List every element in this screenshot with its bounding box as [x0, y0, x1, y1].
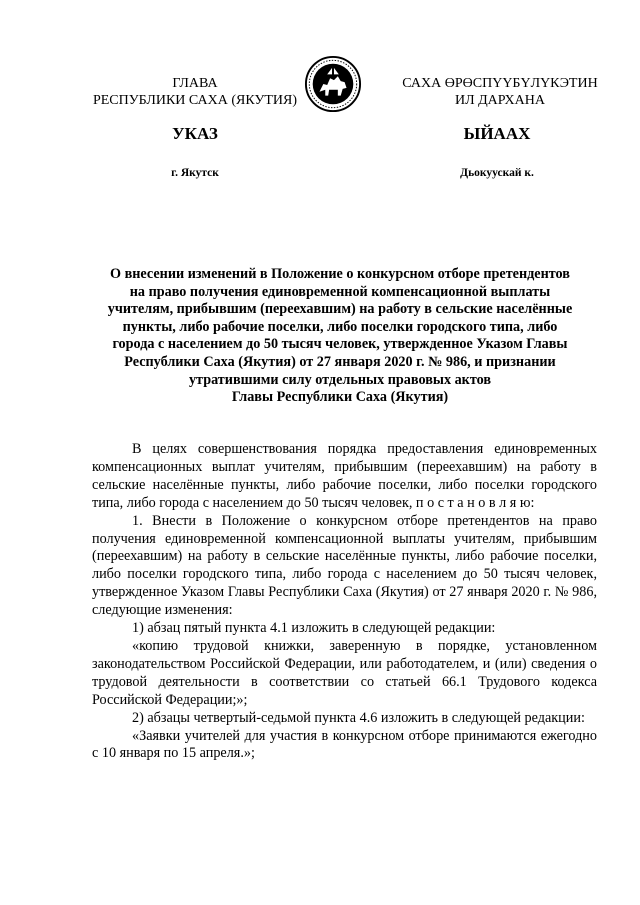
- coat-of-arms-icon: [304, 55, 362, 113]
- doc-type-sakha: ЫЙААХ: [463, 124, 531, 143]
- header-right-line2: ИЛ ДАРХАНА: [454, 93, 545, 108]
- header-left-line1: ГЛАВА: [172, 76, 218, 91]
- city-ru: г. Якутск: [171, 167, 219, 179]
- header-right-line1: САХА ӨРӨСПҮҮБҮЛҮКЭТИН: [402, 76, 598, 91]
- decree-body: [92, 441, 597, 763]
- title-line: О внесении изменений в Положение о конкурсном отборе претендентов: [110, 266, 570, 282]
- body-paragraph: «копию трудовой книжки, заверенную в порядке, установленном законодательством Российской Федерации, или работодателем, и (или) сведения о трудовой деятельности в соответствии со статьей 66.1 Трудового кодекса Российской Федерации;»;: [92, 637, 597, 708]
- title-line: пункты, либо рабочие поселки, либо поселки городского типа, либо: [122, 318, 558, 335]
- city-sakha: Дьокуускай к.: [460, 167, 534, 179]
- body-paragraph: 1) абзац пятый пункта 4.1 изложить в следующей редакции:: [132, 620, 496, 637]
- title-line: Республики Саха (Якутия) от 27 января 2020 г. № 986, и признании: [124, 353, 556, 370]
- title-line: утратившими силу отдельных правовых актов: [188, 371, 492, 388]
- title-line: на право получения единовременной компенсационной выплаты: [129, 283, 551, 300]
- body-paragraph: 2) абзацы четвертый-седьмой пункта 4.6 изложить в следующей редакции:: [132, 709, 585, 726]
- header-left: [90, 75, 300, 109]
- title-line: Главы Республики Саха (Якутия): [231, 389, 449, 406]
- body-paragraph: «Заявки учителей для участия в конкурсном отборе принимаются ежегодно с 10 января по 15 апреля.»;: [92, 727, 597, 762]
- title-line: учителям, прибывшим (переехавшим) на работу в сельские населённые: [107, 301, 573, 318]
- header-left-line2: РЕСПУБЛИКИ САХА (ЯКУТИЯ): [92, 93, 298, 108]
- doc-type-ru: УКАЗ: [172, 124, 218, 143]
- header-right: [395, 75, 605, 109]
- body-paragraph: 1. Внести в Положение о конкурсном отборе претендентов на право получения единовременной компенсационной выплаты учителям, прибывшим (переехавшим) на работу в сельские населённые пункты, либо рабочие поселки, либо поселки городского типа, либо города с населением до 50 тысяч человек, утвержденное Указом Главы Республики Саха (Якутия) от 27 января 2020 г. № 986, следующие изменения:: [92, 512, 597, 619]
- decree-title: [90, 266, 590, 407]
- title-line: города с населением до 50 тысяч человек, утвержденное Указом Главы: [112, 336, 568, 353]
- body-paragraph: В целях совершенствования порядка предоставления единовременных компенсационных выплат учителям, прибывшим (переехавшим) на работу в сельские населённые пункты, либо рабочие поселки, либо поселки городского типа, либо города с населением до 50 тысяч человек, п о с т а н о в л я ю:: [92, 441, 597, 511]
